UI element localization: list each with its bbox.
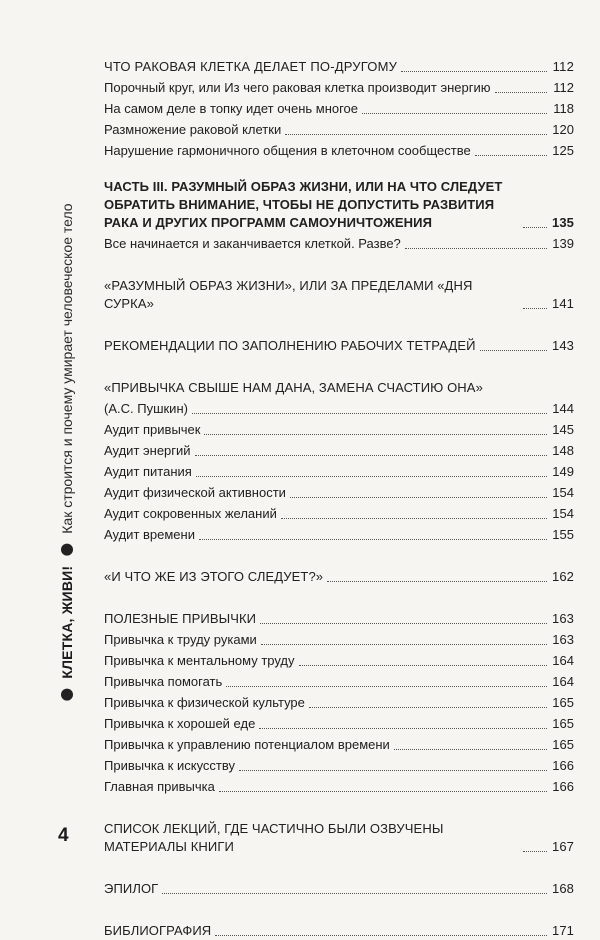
toc-label: ЧАСТЬ III. РАЗУМНЫЙ ОБРАЗ ЖИЗНИ, ИЛИ НА ЧТО СЛЕДУЕТ ОБРАТИТЬ ВНИМАНИЕ, ЧТОБЫ НЕ ДОПУСТИТЬ РАЗВИТИЯ РАКА И ДРУГИХ ПРОГРАММ САМОУНИЧТОЖЕНИЯ (104, 179, 503, 230)
toc-entry-cell-beginning[interactable] (104, 235, 574, 253)
toc-page-number: 164 (552, 653, 574, 668)
toc-label: Аудит сокровенных желаний (104, 506, 277, 521)
toc-leader (327, 581, 547, 582)
toc-leader (309, 707, 547, 708)
toc-page-number: 163 (552, 611, 574, 626)
toc-label: Аудит питания (104, 464, 192, 479)
toc-label: Аудит энергий (104, 443, 191, 458)
toc-leader (239, 770, 547, 771)
toc-leader (199, 539, 547, 540)
toc-entry-what-follows[interactable] (104, 568, 574, 586)
toc-page-number: 143 (552, 338, 574, 353)
toc-page-number: 135 (552, 215, 574, 230)
toc-entry-manual-work[interactable] (104, 631, 574, 649)
toc-entry-mental-work[interactable] (104, 652, 574, 670)
toc-entry-epilogue[interactable] (104, 880, 574, 898)
toc-label: Привычка к искусству (104, 758, 235, 773)
toc-page-number: 166 (552, 779, 574, 794)
toc-page-number: 120 (552, 122, 574, 137)
toc-entry-fuel[interactable] (104, 100, 574, 118)
toc-leader (475, 155, 547, 156)
left-bullet-icon (61, 689, 73, 701)
toc-leader (299, 665, 547, 666)
toc-leader (261, 644, 547, 645)
toc-entry-desires-audit[interactable] (104, 505, 574, 523)
toc-page-number: 165 (552, 695, 574, 710)
toc-page-number: 165 (552, 737, 574, 752)
toc-entry-cancer-reproduction[interactable] (104, 121, 574, 139)
toc-entry-time-audit[interactable] (104, 526, 574, 544)
toc-label: Размножение раковой клетки (104, 122, 282, 137)
toc-label: Привычка к хорошей еде (104, 716, 256, 731)
toc-page-number: 166 (552, 758, 574, 773)
toc-entry-workbook-recommendations[interactable] (104, 337, 574, 355)
toc-leader (523, 227, 547, 228)
toc-label: Привычка к физической культуре (104, 695, 305, 710)
toc-entry-helping[interactable] (104, 673, 574, 691)
toc-entry-habit-quote[interactable] (104, 379, 574, 397)
toc-label: Аудит привычек (104, 422, 201, 437)
toc-leader (495, 92, 547, 93)
toc-leader (260, 623, 547, 624)
toc-label: ЭПИЛОГ (104, 881, 159, 896)
toc-entry-cancer-cell-differs[interactable] (104, 58, 574, 76)
toc-label: «И ЧТО ЖЕ ИЗ ЭТОГО СЛЕДУЕТ?» (104, 569, 324, 584)
toc-leader (215, 935, 547, 936)
toc-page-number: 139 (552, 236, 574, 251)
toc-entry-communication-disruption[interactable] (104, 142, 574, 160)
toc-page-number: 125 (552, 143, 574, 158)
toc-page-number: 162 (552, 569, 574, 584)
toc-label: Аудит времени (104, 527, 195, 542)
toc-entry-pushkin[interactable] (104, 400, 574, 418)
toc-label: Привычка к ментальному труду (104, 653, 295, 668)
toc-page-number: 145 (552, 422, 574, 437)
toc-entry-main-habit[interactable] (104, 778, 574, 796)
toc-page-number: 168 (552, 881, 574, 896)
toc-label: «ПРИВЫЧКА СВЫШЕ НАМ ДАНА, ЗАМЕНА СЧАСТИЮ ОНА» (104, 380, 483, 395)
toc-label: ЧТО РАКОВАЯ КЛЕТКА ДЕЛАЕТ ПО-ДРУГОМУ (104, 59, 398, 74)
toc-entry-habits-audit[interactable] (104, 421, 574, 439)
toc-leader (219, 791, 547, 792)
toc-leader (196, 476, 547, 477)
toc-entry-part-three[interactable] (104, 178, 574, 232)
toc-page-number: 112 (553, 80, 574, 95)
toc-label: Аудит физической активности (104, 485, 286, 500)
toc-page-number: 164 (552, 674, 574, 689)
toc-entry-good-food[interactable] (104, 715, 574, 733)
toc-entry-time-potential[interactable] (104, 736, 574, 754)
toc-label: Главная привычка (104, 779, 215, 794)
toc-leader (523, 308, 547, 309)
toc-page-number: 163 (552, 632, 574, 647)
toc-page-number: 112 (552, 59, 574, 74)
toc-page-number: 155 (552, 527, 574, 542)
toc-label: СПИСОК ЛЕКЦИЙ, ГДЕ ЧАСТИЧНО БЫЛИ ОЗВУЧЕНЫ МАТЕРИАЛЫ КНИГИ (104, 821, 444, 854)
toc-label: Привычка к труду руками (104, 632, 257, 647)
toc-page-number: 148 (552, 443, 574, 458)
toc-label: Привычка к управлению потенциалом времени (104, 737, 390, 752)
toc-label: (А.С. Пушкин) (104, 401, 188, 416)
toc-leader (204, 434, 547, 435)
toc-label: РЕКОМЕНДАЦИИ ПО ЗАПОЛНЕНИЮ РАБОЧИХ ТЕТРАДЕЙ (104, 338, 476, 353)
right-bullet-icon (61, 544, 73, 556)
toc-leader (162, 893, 547, 894)
toc-leader (480, 350, 547, 351)
toc-leader (401, 71, 547, 72)
toc-label: Привычка помогать (104, 674, 223, 689)
toc-page-number: 154 (552, 506, 574, 521)
toc-leader (394, 749, 547, 750)
toc-leader (195, 455, 547, 456)
spine-brand-title: КЛЕТКА, ЖИВИ! (59, 565, 75, 679)
toc-page-number: 118 (553, 101, 574, 116)
toc-entry-art[interactable] (104, 757, 574, 775)
toc-entry-energy-audit[interactable] (104, 442, 574, 460)
toc-leader (192, 413, 547, 414)
toc-page-number: 144 (552, 401, 574, 416)
toc-label: Нарушение гармоничного общения в клеточном сообществе (104, 143, 471, 158)
toc-label: Порочный круг, или Из чего раковая клетка производит энергию (104, 80, 491, 95)
toc-entry-physical-culture[interactable] (104, 694, 574, 712)
toc-entry-useful-habits[interactable] (104, 610, 574, 628)
toc-label: Все начинается и заканчивается клеткой. Разве? (104, 236, 401, 251)
toc-entry-lecture-list[interactable] (104, 820, 574, 856)
toc-page-number: 167 (552, 839, 574, 854)
toc-entry-vicious-circle[interactable] (104, 79, 574, 97)
toc-page-number: 165 (552, 716, 574, 731)
toc-leader (523, 851, 547, 852)
toc-label: БИБЛИОГРАФИЯ (104, 923, 212, 938)
toc-leader (259, 728, 547, 729)
toc-label: На самом деле в топку идет очень многое (104, 101, 359, 116)
toc-entry-reasonable-lifestyle[interactable] (104, 277, 574, 313)
toc-leader (226, 686, 547, 687)
toc-label: ПОЛЕЗНЫЕ ПРИВЫЧКИ (104, 611, 257, 626)
toc-leader (362, 113, 547, 114)
toc-label: «РАЗУМНЫЙ ОБРАЗ ЖИЗНИ», ИЛИ ЗА ПРЕДЕЛАМИ «ДНЯ СУРКА» (104, 278, 473, 311)
toc-entry-nutrition-audit[interactable] (104, 463, 574, 481)
toc-leader (285, 134, 547, 135)
spine-title (60, 203, 74, 700)
toc-entry-bibliography[interactable] (104, 922, 574, 940)
side-strip (0, 0, 86, 900)
table-of-contents (104, 58, 574, 940)
page-number: 4 (58, 825, 69, 846)
toc-page-number: 154 (552, 485, 574, 500)
toc-leader (281, 518, 547, 519)
toc-page-number: 171 (552, 923, 574, 938)
toc-page-number: 141 (552, 296, 574, 311)
spine-subtitle: Как строится и почему умирает человеческое тело (59, 203, 75, 534)
toc-page-number: 149 (552, 464, 574, 479)
toc-entry-physical-activity-audit[interactable] (104, 484, 574, 502)
toc-leader (290, 497, 547, 498)
toc-leader (405, 248, 547, 249)
